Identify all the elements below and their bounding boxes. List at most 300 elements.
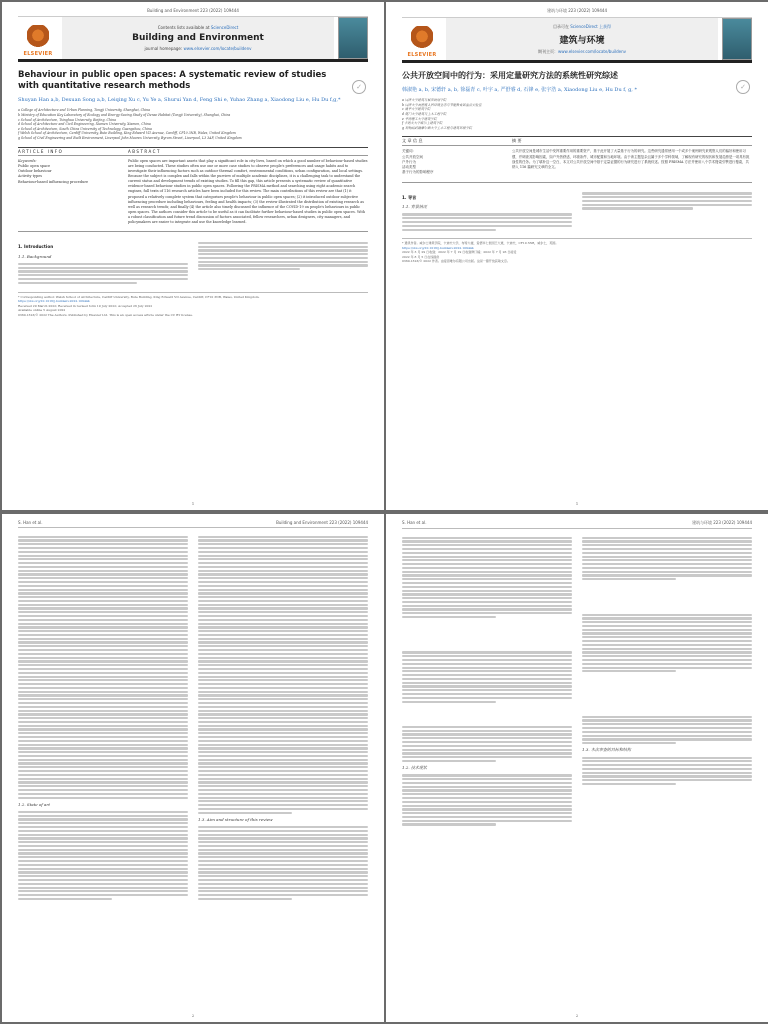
text-line — [582, 775, 752, 777]
text-line — [402, 559, 572, 561]
page-number: 1 — [575, 501, 579, 506]
text-line — [582, 723, 752, 725]
text-line — [582, 719, 752, 721]
text-line — [402, 578, 572, 580]
text-line — [18, 645, 188, 647]
text-line — [582, 540, 752, 542]
text-line — [18, 852, 188, 854]
text-line — [198, 577, 368, 579]
running-header: S. Han et al. 建筑与环境 223 (2022) 109444 — [402, 520, 752, 529]
text-line — [402, 808, 572, 810]
text-line — [198, 687, 368, 689]
text-line — [18, 849, 188, 851]
text-line — [582, 617, 752, 619]
text-line — [198, 887, 368, 889]
text-line — [198, 585, 368, 587]
subsection-heading: 1.3. Aim and structure of this review — [198, 816, 273, 822]
section-heading: 1. 导言 — [402, 194, 417, 200]
text-line — [402, 685, 572, 687]
text-line — [198, 860, 368, 862]
journal-homepage-link[interactable]: www.elsevier.com/locate/buildenv — [183, 46, 252, 51]
text-line — [402, 737, 572, 739]
body-columns — [402, 191, 752, 233]
sciencedirect-link[interactable]: ScienceDirect — [210, 25, 239, 30]
text-line — [18, 751, 188, 753]
text-line — [198, 539, 368, 541]
running-header: S. Han et al. Building and Environment 223 (2022) 109444 — [18, 520, 368, 528]
text-line — [582, 742, 676, 744]
text-line — [18, 732, 188, 734]
text-line — [18, 657, 188, 659]
text-line — [18, 717, 188, 719]
text-line — [18, 845, 188, 847]
text-line — [18, 577, 188, 579]
text-line — [18, 698, 188, 700]
text-line — [18, 797, 188, 799]
text-line — [198, 778, 368, 780]
text-line — [402, 590, 572, 592]
text-line — [198, 641, 368, 643]
text-line — [18, 818, 188, 820]
text-line — [198, 774, 368, 776]
journal-cover-thumbnail — [722, 18, 752, 60]
text-line — [402, 816, 572, 818]
text-line — [18, 721, 188, 723]
text-line — [582, 621, 752, 623]
text-line — [198, 751, 368, 753]
text-line — [18, 555, 188, 557]
text-line — [582, 716, 752, 718]
text-line — [18, 634, 188, 636]
text-line — [198, 638, 368, 640]
text-line — [198, 581, 368, 583]
text-line — [582, 625, 752, 627]
text-line — [18, 702, 188, 704]
page-2-chinese — [386, 514, 768, 1022]
text-line — [402, 778, 572, 780]
abstract-text: Public open spaces are important assets that play a significant role in city lives, based on which a good number of behaviour-based studies are being conducted. These studies often use one or more case studies to observe people's preferences and usage habits and to investigate their influencing factors such as outdoor thermal comfort, environmental conditions, urban configuration, and local settings. Because the subject is complex and falls within the purview of multiple academic disciplines, it is a challenging task to understand the current status and development trends of existing studies. To fill this gap, this article presents a systematic review of quantitative evidence-based behaviour studies in public open spaces. Following the PRISMA method and searching using eight academic search engines, full texts of 116 research articles have been included for this review. The main contributions of this review are that (1) it proposed a relatively complete system that categorises people's behaviour in public open spaces; (2) it introduced outdoor subjective influencing procedure including behaviours, feeling and health impacts; (3) the review illustrated the distribution of existing research as well as research trends; and finally (4) the article also timely discussed the influence of the COVID-19 on people's behaviours in public open spaces. The authors consider this article to be useful as it can facilitate further behaviour-based studies in public open spaces. With a robust classification and future trend discussion of factors associated, fellow researchers, urban designers, city managers, and policymakers are easier to integrate and use the knowledge learned. — [128, 158, 368, 225]
text-line — [18, 811, 188, 813]
text-line — [18, 883, 188, 885]
text-line — [402, 563, 572, 565]
divider — [18, 231, 368, 232]
check-for-updates-icon[interactable]: ✓ — [736, 80, 750, 94]
text-line — [18, 747, 188, 749]
text-line — [18, 668, 188, 670]
text-line — [198, 808, 368, 810]
text-line — [18, 759, 188, 761]
text-line — [582, 537, 752, 539]
text-line — [18, 822, 188, 824]
text-line — [198, 789, 368, 791]
text-line — [582, 640, 752, 642]
text-line — [198, 890, 368, 892]
text-line — [198, 694, 368, 696]
page-2-english — [2, 514, 384, 1022]
text-line — [18, 623, 188, 625]
text-line — [18, 860, 188, 862]
text-line — [18, 573, 188, 575]
text-line — [18, 826, 188, 828]
author-list: Shuyan Han a,b, Dexuan Song a,b, Leiqing Xu c, Yu Ye a, Shurui Yan d, Feng Shi e, Yuhao Zhang a, Xiaodong Liu e, Hu Du f,g,* — [18, 97, 341, 104]
text-line — [198, 596, 368, 598]
text-line — [582, 659, 752, 661]
text-line — [582, 636, 752, 638]
text-line — [198, 804, 368, 806]
text-line — [198, 770, 368, 772]
text-line — [582, 544, 752, 546]
text-line — [402, 726, 572, 728]
text-line — [198, 626, 368, 628]
text-line — [198, 717, 368, 719]
text-line — [402, 659, 572, 661]
text-line — [582, 735, 752, 737]
text-line — [198, 607, 368, 609]
text-line — [18, 547, 188, 549]
text-line — [198, 721, 368, 723]
text-line — [198, 797, 368, 799]
page-number: 2 — [191, 1013, 195, 1018]
text-line — [18, 890, 188, 892]
text-line — [402, 820, 572, 822]
text-line — [582, 648, 752, 650]
text-line — [402, 597, 572, 599]
text-line — [18, 615, 188, 617]
text-line — [18, 706, 188, 708]
bottom-spread — [0, 512, 768, 1024]
text-line — [198, 664, 368, 666]
text-line — [198, 592, 368, 594]
text-line — [402, 567, 572, 569]
text-line — [198, 766, 368, 768]
text-line — [402, 605, 572, 607]
journal-masthead: ELSEVIER 目录可在 ScienceDirect 上获得 建筑与环境 期刊主页：www.elsevier.com/locate/buildenv — [402, 17, 752, 63]
text-line — [582, 779, 752, 781]
text-line — [18, 585, 188, 587]
keywords: 关键词： 公共开放空间 户外行为 活动类型 基于行为的影响程序 — [402, 149, 434, 175]
text-line — [198, 837, 368, 839]
text-line — [18, 770, 188, 772]
text-line — [402, 793, 572, 795]
article-info-header: ARTICLE INFO ABSTRACT — [18, 147, 368, 156]
text-line — [18, 676, 188, 678]
text-line — [198, 845, 368, 847]
text-line — [198, 566, 368, 568]
text-line — [18, 781, 188, 783]
text-line — [18, 766, 188, 768]
text-line — [402, 745, 572, 747]
doi-link[interactable]: https://doi.org/10.1016/j.buildenv.2022.109444 — [402, 245, 474, 250]
text-line — [198, 570, 368, 572]
text-line — [18, 694, 188, 696]
text-line — [198, 740, 368, 742]
author-list: 韩淑艳 a, b, 宋德轩 a, b, 徐磊青 c, 叶宇 a, 严舒睿 d, 石锋 e, 张宇浩 a, Xiaodong Liu e, Hu Du f, g, * — [402, 87, 637, 93]
text-line — [198, 589, 368, 591]
text-line — [402, 593, 572, 595]
text-line — [402, 571, 572, 573]
text-line — [402, 760, 496, 762]
text-line — [198, 852, 368, 854]
text-line — [18, 543, 188, 545]
text-line — [198, 747, 368, 749]
text-line — [198, 744, 368, 746]
running-header: 建筑与环境 223 (2022) 109444 — [546, 8, 608, 13]
text-line — [198, 725, 368, 727]
text-line — [402, 601, 572, 603]
text-line — [198, 864, 368, 866]
text-line — [18, 607, 188, 609]
text-line — [18, 774, 188, 776]
text-line — [18, 581, 188, 583]
text-line — [582, 552, 752, 554]
text-line — [402, 797, 572, 799]
text-line — [198, 793, 368, 795]
sciencedirect-link[interactable]: ScienceDirect 上获得 — [570, 23, 612, 29]
text-line — [198, 660, 368, 662]
text-line — [198, 562, 368, 564]
body-columns — [402, 535, 752, 827]
article-title: Behaviour in public open spaces: A systematic review of studies with quantitative research methods — [18, 70, 327, 91]
text-line — [402, 651, 572, 653]
text-line — [18, 566, 188, 568]
body-columns — [18, 240, 368, 285]
text-line — [198, 536, 368, 538]
text-column-right — [582, 535, 752, 827]
text-line — [198, 619, 368, 621]
text-line — [18, 868, 188, 870]
text-line — [582, 571, 752, 573]
text-line — [18, 626, 188, 628]
text-line — [18, 830, 188, 832]
text-line — [18, 875, 188, 877]
text-line — [18, 592, 188, 594]
text-line — [18, 619, 188, 621]
text-line — [198, 676, 368, 678]
article-info-header: 文章信息 摘要 — [402, 136, 752, 146]
text-line — [402, 670, 572, 672]
text-line — [198, 543, 368, 545]
subsection-heading: 1.1. 背景情况 — [402, 204, 427, 210]
text-line — [198, 841, 368, 843]
text-line — [18, 762, 188, 764]
text-line — [582, 727, 752, 729]
text-line — [402, 697, 572, 699]
text-line — [198, 871, 368, 873]
text-line — [18, 871, 188, 873]
text-line — [402, 552, 572, 554]
text-line — [18, 728, 188, 730]
section-heading: 1. Introduction — [18, 244, 54, 250]
journal-homepage-link[interactable]: www.elsevier.com/locate/buildenv — [558, 48, 626, 54]
journal-masthead: ELSEVIER Contents lists available at ScienceDirect Building and Environment journal homepage: www.elsevier.com/locate/buildenv — [18, 16, 368, 62]
journal-cover-thumbnail — [338, 17, 368, 59]
text-line — [402, 782, 572, 784]
affiliations: a College of Architecture and Urban Planning, Tongji University, Shanghai, China b Ministry of Education Key Laboratory of Ecology and Energy-Saving Study of Dense Habitat (Tongji University), Shanghai, China c School of Architecture, Tsinghua University, Beijing, China d School of Architecture and Civil Engineering, Xiamen University, Xiamen, China e School of Architecture, South China University of Technology, Guangzhou, China f Welsh School of Architecture, Cardiff University, Bute Building, King Edward VII Avenue, Cardiff, CF10 3NB, Wales, United Kingdom g School of Civil Engineering and Built Environment, Liverpool John Moores University, Byrom Street, Liverpool, L3 3AF, United Kingdom — [18, 108, 242, 141]
text-line — [18, 710, 188, 712]
text-line — [18, 600, 188, 602]
text-line — [582, 632, 752, 634]
text-line — [198, 834, 368, 836]
text-line — [582, 663, 752, 665]
subsection-heading: 1.2. State of art — [18, 801, 50, 807]
publisher-logo: ELSEVIER — [402, 18, 442, 60]
text-line — [402, 786, 572, 788]
text-line — [402, 608, 572, 610]
keywords: Keywords: Public open space Outdoor behaviour Activity types Behaviour-based influencing procedure — [18, 158, 89, 184]
text-line — [198, 759, 368, 761]
text-line — [198, 672, 368, 674]
text-line — [582, 567, 752, 569]
text-line — [198, 657, 368, 659]
text-line — [198, 736, 368, 738]
text-line — [582, 768, 752, 770]
text-column-right — [198, 534, 368, 902]
text-line — [198, 728, 368, 730]
page-number: 1 — [191, 501, 195, 506]
text-line — [18, 713, 188, 715]
text-line — [198, 781, 368, 783]
text-line — [18, 841, 188, 843]
text-line — [582, 764, 752, 766]
text-line — [198, 668, 368, 670]
text-line — [198, 634, 368, 636]
page-number: 2 — [575, 1013, 579, 1018]
text-line — [18, 596, 188, 598]
text-line — [198, 879, 368, 881]
check-for-updates-icon[interactable]: ✓ — [352, 80, 366, 94]
text-line — [198, 547, 368, 549]
text-line — [198, 830, 368, 832]
text-line — [582, 559, 752, 561]
publisher-logo: ELSEVIER — [18, 17, 58, 59]
text-line — [198, 800, 368, 802]
text-line — [402, 544, 572, 546]
text-line — [18, 611, 188, 613]
subsection-heading: 1.3. 本次审查的目标和结构 — [582, 747, 631, 753]
text-line — [198, 710, 368, 712]
affiliations: a 同济大学建筑与城市规划学院 b 同济大学高密度人居环境生态与节能教育部重点实验室 c 清华大学建筑学院 d 厦门大学建筑与土木工程学院 e 华南理工大学建筑学院 f 卡迪夫大学威尔士建筑学院 g 利物浦约翰摩尔斯大学土木工程与建筑环境学院 — [402, 98, 482, 130]
text-line — [198, 653, 368, 655]
text-line — [402, 693, 572, 695]
text-line — [198, 875, 368, 877]
text-column-left — [402, 535, 572, 827]
text-line — [18, 740, 188, 742]
text-line — [198, 691, 368, 693]
journal-name: 建筑与环境 — [559, 35, 605, 46]
text-line — [198, 713, 368, 715]
text-line — [198, 555, 368, 557]
text-line — [198, 894, 368, 896]
text-column-left — [18, 534, 188, 902]
text-line — [198, 600, 368, 602]
text-line — [198, 573, 368, 575]
text-line — [18, 664, 188, 666]
elsevier-tree-icon — [411, 26, 433, 52]
text-line — [18, 649, 188, 651]
text-line — [198, 551, 368, 553]
text-line — [582, 772, 752, 774]
text-line — [18, 837, 188, 839]
text-line — [18, 898, 112, 900]
text-line — [18, 894, 188, 896]
text-line — [582, 644, 752, 646]
text-line — [198, 604, 368, 606]
journal-name: Building and Environment — [132, 33, 264, 43]
text-line — [402, 586, 572, 588]
text-line — [198, 732, 368, 734]
page-1-chinese — [386, 2, 768, 510]
elsevier-tree-icon — [27, 25, 49, 51]
text-line — [582, 574, 752, 576]
text-line — [18, 755, 188, 757]
subsection-heading: 1.2. 技术现状 — [402, 765, 427, 771]
text-line — [198, 849, 368, 851]
text-line — [18, 679, 188, 681]
text-line — [582, 655, 752, 657]
text-line — [198, 630, 368, 632]
text-line — [18, 793, 188, 795]
text-line — [402, 812, 572, 814]
text-line — [18, 672, 188, 674]
text-line — [18, 785, 188, 787]
text-line — [402, 774, 572, 776]
text-line — [402, 805, 572, 807]
text-line — [582, 548, 752, 550]
text-line — [18, 638, 188, 640]
text-line — [402, 752, 572, 754]
doi-link[interactable]: https://doi.org/10.1016/j.buildenv.2022.109444 — [18, 299, 90, 304]
text-line — [18, 879, 188, 881]
text-line — [18, 683, 188, 685]
text-line — [402, 556, 572, 558]
text-line — [198, 812, 292, 814]
text-line — [18, 558, 188, 560]
text-line — [582, 783, 676, 785]
page-1-english — [2, 2, 384, 510]
text-line — [582, 578, 676, 580]
text-line — [198, 645, 368, 647]
text-line — [402, 655, 572, 657]
body-columns — [18, 534, 368, 902]
subsection-heading: 1.1. Background — [18, 253, 52, 259]
text-line — [582, 760, 752, 762]
text-line — [582, 757, 752, 759]
text-line — [402, 548, 572, 550]
article-title: 公共开放空间中的行为：采用定量研究方法的系统性研究综述 — [402, 71, 618, 80]
text-line — [198, 868, 368, 870]
text-line — [18, 660, 188, 662]
text-line — [402, 667, 572, 669]
text-line — [198, 898, 292, 900]
text-line — [582, 738, 752, 740]
text-line — [402, 801, 572, 803]
text-line — [18, 725, 188, 727]
text-line — [18, 641, 188, 643]
text-line — [402, 574, 572, 576]
text-line — [18, 736, 188, 738]
footnote: * 通讯作者。威尔士建筑学院，卡迪夫大学，布特大楼，爱德华七世国王大道，卡迪夫，CF10 3NB，威尔士，英国。 https://doi.org/10.1016/j.buildenv.2022.109444 2022 年 3 月 29 日收到；2022 年 7 月 19 日收到修订稿；2022 年 7 月 26 日接受 2022 年 8 月 5 日在线提供 0360-1323/© 2022 作者。由爱思唯尔有限公司出版。这是一篇开放获取文章。 — [402, 238, 752, 264]
text-line — [402, 749, 572, 751]
footnote: * Corresponding author. Welsh School of Architecture, Cardiff University, Bute Building, King Edward VII Avenue, Cardiff, CF10 3NB, Wales, United Kingdom. https://doi.org/10.1016/j.buildenv.2022.109444 Received 29 March 2022; Received in revised form 19 July 2022; Accepted 26 July 2022 Available online 5 August 2022 0360-1323/© 2022 The Authors. Published by Elsevier Ltd. This is an open access article under the CC BY license. — [18, 292, 368, 318]
text-line — [582, 731, 752, 733]
text-line — [18, 687, 188, 689]
text-line — [18, 604, 188, 606]
text-line — [18, 570, 188, 572]
text-line — [402, 537, 572, 539]
text-line — [402, 733, 572, 735]
text-line — [402, 663, 572, 665]
text-line — [402, 730, 572, 732]
